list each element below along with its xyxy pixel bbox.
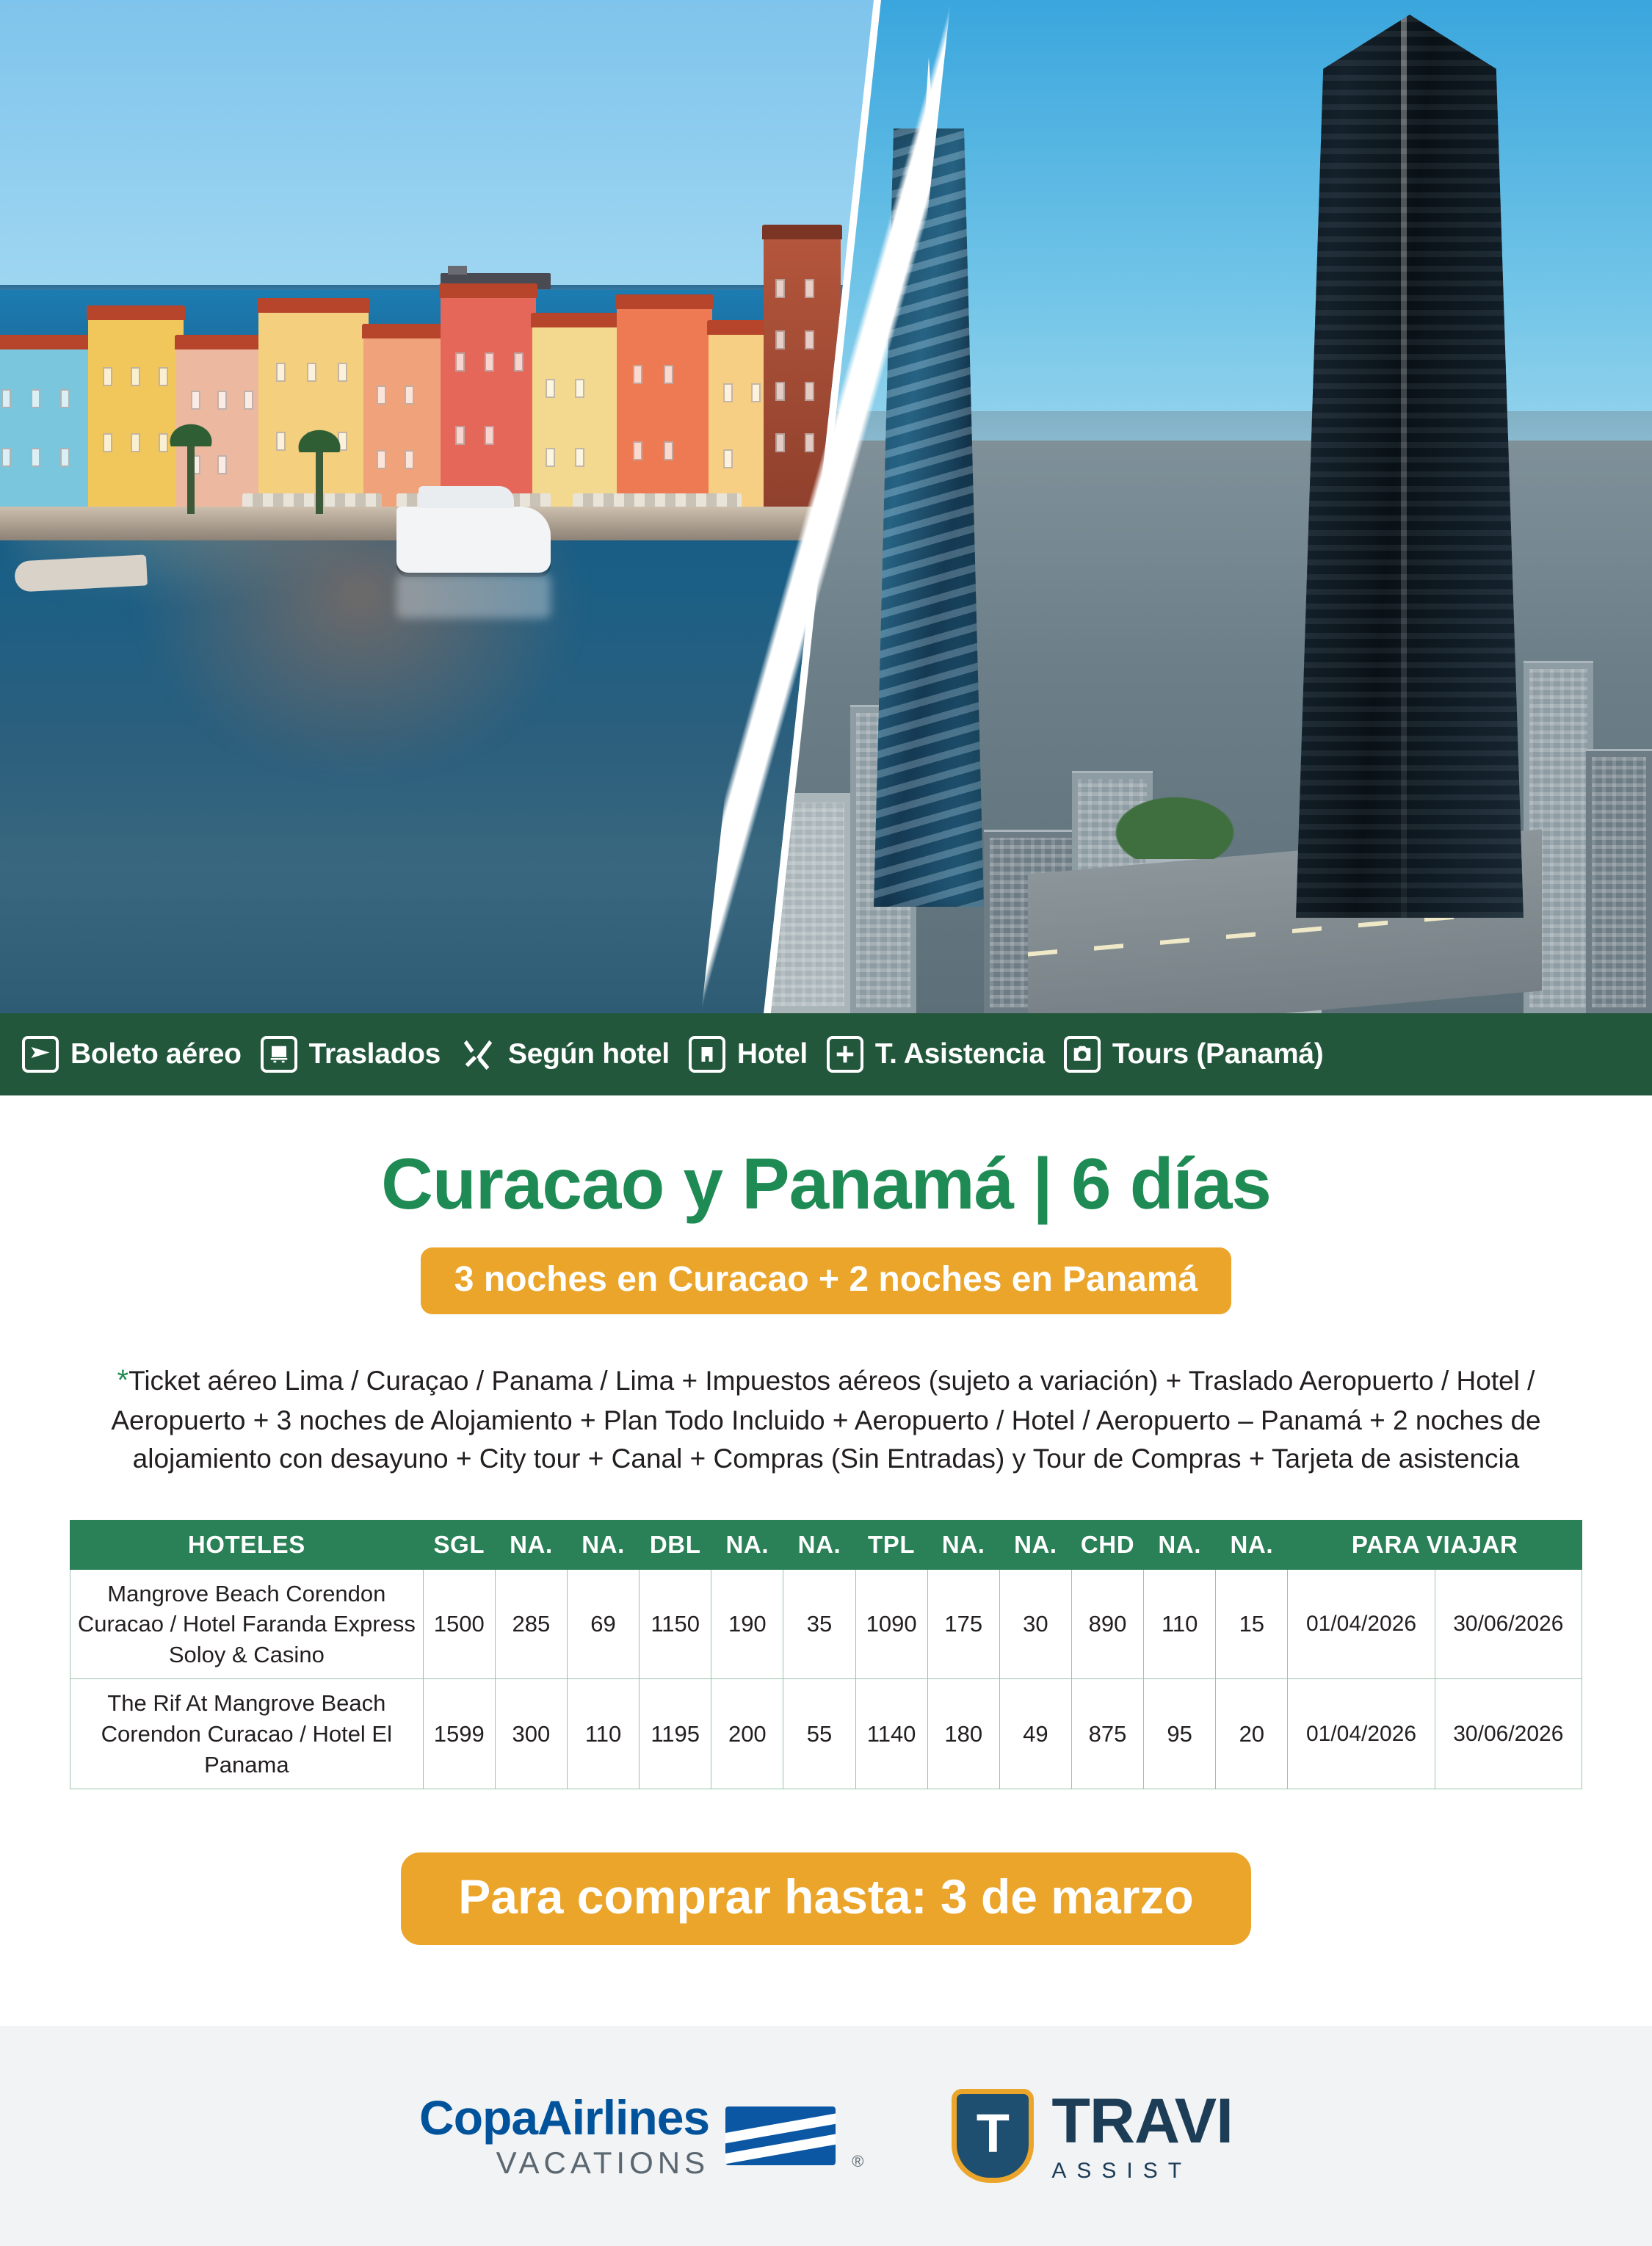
nights-badge: 3 noches en Curacao + 2 noches en Panamá — [421, 1247, 1231, 1314]
airplane-ticket-icon — [22, 1036, 59, 1073]
travi-assist-logo — [952, 2086, 1233, 2184]
window — [307, 363, 316, 382]
cell-chd-na1: 95 — [1144, 1679, 1216, 1789]
cell-dbl-na1: 190 — [711, 1569, 783, 1679]
page-title: Curacao y Panamá | 6 días — [381, 1143, 1271, 1224]
window — [377, 450, 386, 469]
cell-sgl: 1500 — [423, 1569, 495, 1679]
inclusion-traslados — [261, 1036, 441, 1073]
column-header-na: NA. — [1216, 1520, 1288, 1569]
window — [131, 433, 140, 452]
window — [60, 448, 70, 467]
window — [805, 433, 814, 452]
window — [1, 389, 11, 408]
column-header-na: NA. — [927, 1520, 999, 1569]
window — [546, 379, 555, 398]
cell-tpl: 1140 — [855, 1679, 927, 1789]
window — [805, 279, 814, 298]
cell-chd-na2: 15 — [1216, 1569, 1288, 1679]
inclusion-segun-hotel — [460, 1036, 670, 1073]
palm-tree-icon — [316, 446, 323, 514]
window — [338, 363, 347, 382]
window — [485, 426, 494, 445]
window — [217, 455, 227, 474]
cell-dbl-na2: 55 — [783, 1679, 855, 1789]
cell-sgl-na1: 285 — [495, 1569, 567, 1679]
column-header-chd: CHD — [1071, 1520, 1143, 1569]
copa-logo-text — [419, 2090, 710, 2181]
column-header-na: NA. — [783, 1520, 855, 1569]
column-header-na: NA. — [495, 1520, 567, 1569]
window — [775, 330, 785, 349]
window — [276, 432, 286, 451]
offer-description-text: Ticket aéreo Lima / Curaçao / Panama / Lima + Impuestos aéreos (sujeto a variación) + Traslado Aeropuerto / Hotel / Aeropuerto + 3 noches de Alojamiento + Plan Todo Incluido + Aeropuerto / Hotel / Aeropuerto – Panamá + 2 noches de alojamiento con desayuno + City tour + Canal + Compras (Sin Entradas) y Tour de Compras + Tarjeta de asistencia — [111, 1366, 1541, 1474]
window — [664, 441, 673, 460]
cell-hotel-name: The Rif At Mangrove Beach Corendon Curacao / Hotel El Panama — [70, 1679, 424, 1789]
copa-wing-icon — [725, 2106, 836, 2165]
inclusion-label: Hotel — [736, 1038, 808, 1070]
ferry-boat — [396, 507, 551, 573]
cell-dbl: 1195 — [640, 1679, 711, 1789]
cell-travel-to: 30/06/2026 — [1435, 1569, 1582, 1679]
inclusion-hotel — [689, 1036, 808, 1073]
hotel-icon — [689, 1036, 725, 1073]
window — [405, 450, 414, 469]
palm-tree-icon — [187, 441, 195, 514]
cell-tpl-na2: 30 — [999, 1569, 1071, 1679]
cutlery-icon — [460, 1036, 496, 1073]
travi-logo-sub: ASSIST — [1051, 2159, 1192, 2184]
window — [217, 391, 227, 410]
inclusions-bar — [0, 1013, 1652, 1095]
cell-travel-from: 01/04/2026 — [1288, 1569, 1435, 1679]
house — [0, 345, 95, 529]
building — [1586, 749, 1652, 1013]
window — [546, 448, 555, 467]
inclusion-boleto-aereo — [22, 1036, 242, 1073]
window — [723, 449, 733, 468]
footer-logos — [0, 2026, 1652, 2246]
camera-icon — [1064, 1036, 1101, 1073]
cell-hotel-name: Mangrove Beach Corendon Curacao / Hotel Faranda Express Soloy & Casino — [70, 1569, 424, 1679]
window — [575, 448, 584, 467]
cell-chd-na1: 110 — [1144, 1569, 1216, 1679]
cell-sgl-na2: 69 — [567, 1569, 639, 1679]
glass-skyscraper — [1296, 15, 1524, 918]
subtitle-wrapper — [0, 1247, 1652, 1314]
window — [103, 367, 112, 386]
hero-image-panama — [764, 0, 1652, 1013]
window — [664, 365, 673, 384]
travi-logo-text — [1051, 2086, 1233, 2184]
window — [575, 379, 584, 398]
window — [405, 385, 414, 405]
window — [103, 433, 112, 452]
purchase-deadline-badge: Para comprar hasta: 3 de marzo — [401, 1852, 1250, 1945]
window — [775, 279, 785, 298]
handelskade-houses — [0, 220, 918, 529]
cell-tpl-na1: 175 — [927, 1569, 999, 1679]
window — [1, 448, 11, 467]
cell-sgl-na2: 110 — [567, 1679, 639, 1789]
cell-tpl-na2: 49 — [999, 1679, 1071, 1789]
medical-cross-icon — [827, 1036, 863, 1073]
cell-tpl: 1090 — [855, 1569, 927, 1679]
hero-image-curacao — [0, 0, 918, 1013]
window — [485, 352, 494, 372]
window — [775, 433, 785, 452]
column-header-dbl: DBL — [640, 1520, 711, 1569]
offer-content — [0, 1142, 1652, 1945]
copa-logo-name: CopaAirlines — [419, 2090, 710, 2145]
copa-logo-sub: VACATIONS — [496, 2145, 710, 2181]
window — [455, 426, 465, 445]
offer-description — [48, 1360, 1604, 1479]
window — [276, 363, 286, 382]
cell-chd: 875 — [1071, 1679, 1143, 1789]
cell-sgl-na1: 300 — [495, 1679, 567, 1789]
table-row — [70, 1569, 1582, 1679]
cell-travel-from: 01/04/2026 — [1288, 1679, 1435, 1789]
window — [514, 352, 524, 372]
cta-wrapper — [0, 1852, 1652, 1945]
bus-icon — [261, 1036, 297, 1073]
column-header-hoteles: HOTELES — [70, 1520, 424, 1569]
window — [31, 448, 40, 467]
building-windows — [1592, 757, 1646, 1007]
hero-images — [0, 0, 1652, 1013]
cell-sgl: 1599 — [423, 1679, 495, 1789]
column-header-sgl: SGL — [423, 1520, 495, 1569]
window — [775, 382, 785, 401]
window — [805, 330, 814, 349]
cell-dbl-na2: 35 — [783, 1569, 855, 1679]
column-header-tpl: TPL — [855, 1520, 927, 1569]
window — [60, 389, 70, 408]
column-header-para-viajar: PARA VIAJAR — [1288, 1520, 1582, 1569]
asterisk-mark: * — [117, 1364, 129, 1396]
cell-dbl: 1150 — [640, 1569, 711, 1679]
travi-shield-icon — [952, 2089, 1034, 2183]
registered-mark: ® — [852, 2152, 864, 2171]
column-header-na: NA. — [567, 1520, 639, 1569]
tree-cluster — [1109, 793, 1241, 859]
cell-chd-na2: 20 — [1216, 1679, 1288, 1789]
inclusion-label: Según hotel — [508, 1038, 670, 1070]
inclusion-tours — [1064, 1036, 1324, 1073]
ferry-reflection — [396, 574, 551, 618]
window — [805, 382, 814, 401]
inclusion-tarjeta-asistencia — [827, 1036, 1045, 1073]
rates-table-head — [70, 1520, 1582, 1569]
window — [633, 365, 642, 384]
inclusion-label: Tours (Panamá) — [1112, 1038, 1324, 1070]
column-header-na: NA. — [999, 1520, 1071, 1569]
cell-chd: 890 — [1071, 1569, 1143, 1679]
window — [377, 385, 386, 405]
window — [633, 441, 642, 460]
cell-tpl-na1: 180 — [927, 1679, 999, 1789]
travi-monogram: T — [976, 2103, 1010, 2165]
column-header-na: NA. — [711, 1520, 783, 1569]
window — [751, 383, 761, 402]
travi-logo-name: TRAVI — [1051, 2086, 1233, 2157]
window — [191, 391, 200, 410]
window — [244, 391, 253, 410]
window — [455, 352, 465, 372]
inclusion-label: T. Asistencia — [874, 1038, 1045, 1070]
inclusion-label: Traslados — [308, 1038, 441, 1070]
cell-travel-to: 30/06/2026 — [1435, 1679, 1582, 1789]
window — [31, 389, 40, 408]
table-header-row — [70, 1520, 1582, 1569]
inclusion-label: Boleto aéreo — [70, 1038, 242, 1070]
window — [723, 383, 733, 402]
window — [131, 367, 140, 386]
copa-vacations-logo — [419, 2090, 864, 2181]
rates-table-body — [70, 1569, 1582, 1789]
cell-dbl-na1: 200 — [711, 1679, 783, 1789]
rates-table — [70, 1520, 1582, 1789]
column-header-na: NA. — [1144, 1520, 1216, 1569]
table-row — [70, 1679, 1582, 1789]
window — [159, 367, 168, 386]
